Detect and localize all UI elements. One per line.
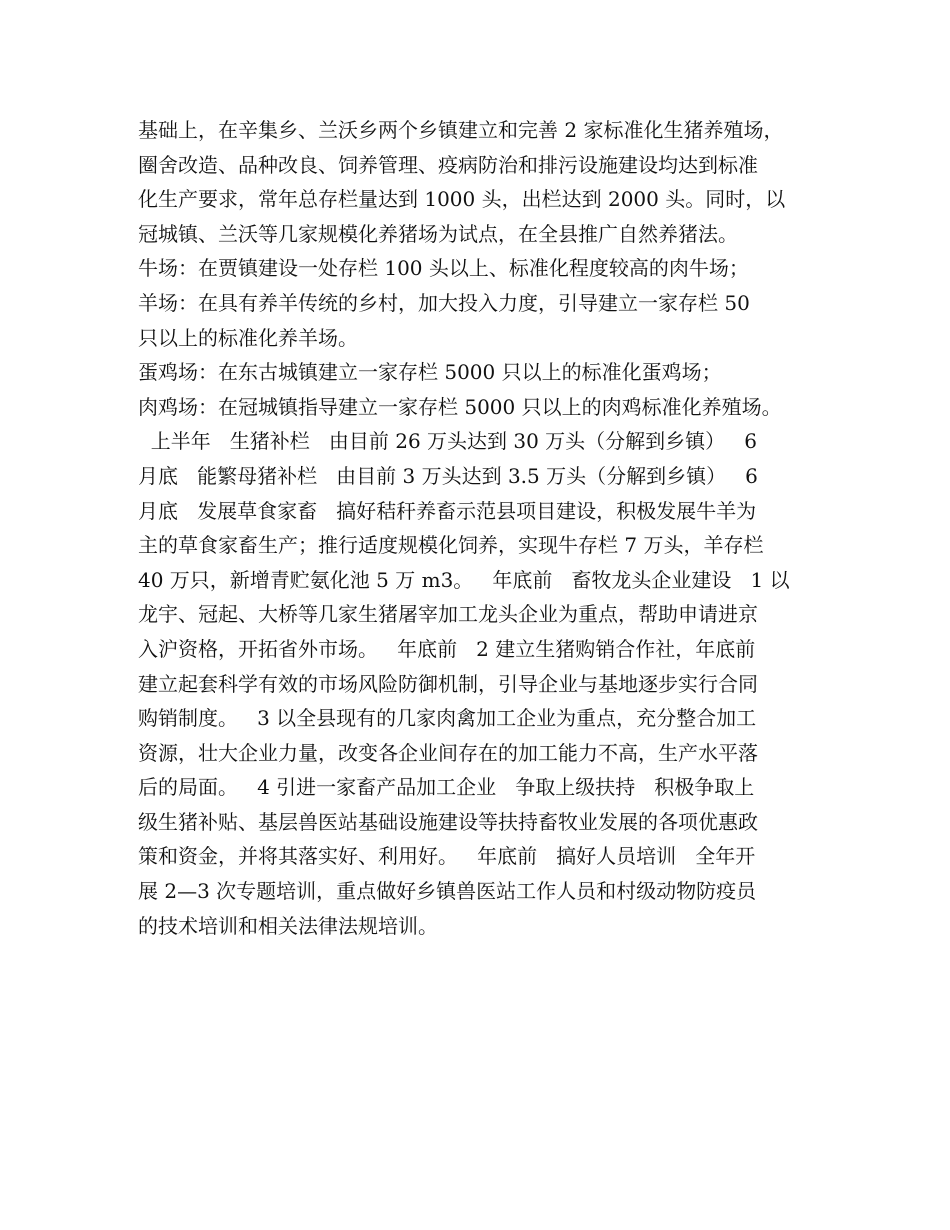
text-line: 月底 发展草食家畜 搞好秸秆养畜示范县项目建设，积极发展牛羊为 [138,498,757,523]
text-line: 主的草食家畜生产；推行适度规模化饲养，实现牛存栏 7 万头，羊存栏 [138,533,764,558]
text-line: 上半年 生猪补栏 由目前 26 万头达到 30 万头（分解到乡镇） 6 [138,429,757,454]
text-line: 牛场：在贾镇建设一处存栏 100 头以上、标准化程度较高的肉牛场； [138,256,749,281]
text-line: 蛋鸡场：在东古城镇建立一家存栏 5000 只以上的标准化蛋鸡场； [138,360,722,385]
text-line: 的技术培训和相关法律法规培训。 [138,913,438,938]
text-line: 级生猪补贴、基层兽医站基础设施建设等扶持畜牧业发展的各项优惠政 [138,809,758,834]
text-line: 基础上，在辛集乡、兰沃乡两个乡镇建立和完善 2 家标准化生猪养殖场， [138,118,784,142]
text-line: 入沪资格，开拓省外市场。 年底前 2 建立生猪购销合作社，年底前 [138,636,756,661]
text-line: 购销制度。 3 以全县现有的几家肉禽加工企业为重点，充分整合加工 [138,706,757,731]
text-line: 策和资金，并将其落实好、利用好。 年底前 搞好人员培训 全年开 [138,844,756,869]
text-line: 展 2—3 次专题培训，重点做好乡镇兽医站工作人员和村级动物防疫员 [138,879,757,904]
text-line: 建立起套科学有效的市场风险防御机制，引导企业与基地逐步实行合同 [138,671,758,696]
text-line: 肉鸡场：在冠城镇指导建立一家存栏 5000 只以上的肉鸡标准化养殖场。 [138,394,782,419]
text-line: 资源，壮大企业力量，改变各企业间存在的加工能力不高，生产水平落 [138,740,758,765]
text-line: 羊场：在具有养羊传统的乡村，加大投入力度，引导建立一家存栏 50 [138,290,750,315]
text-line: 月底 能繁母猪补栏 由目前 3 万头达到 3.5 万头（分解到乡镇） 6 [138,463,758,488]
text-line: 只以上的标准化养羊场。 [138,325,358,350]
text-line: 化生产要求，常年总存栏量达到 1000 头，出栏达到 2000 头。同时，以 [138,187,786,212]
text-line: 40 万只，新增青贮氨化池 5 万 m3。 年底前 畜牧龙头企业建设 1 以 [138,567,790,592]
text-line: 龙宇、冠起、大桥等几家生猪屠宰加工龙头企业为重点，帮助申请进京 [138,602,758,627]
text-line: 冠城镇、兰沃等几家规模化养猪场为试点，在全县推广自然养猪法。 [138,221,738,246]
text-line: 后的局面。 4 引进一家畜产品加工企业 争取上级扶持 积极争取上 [138,775,755,800]
body-text [138,113,828,943]
text-line: 圈舍改造、品种改良、饲养管理、疫病防治和排污设施建设均达到标准 [138,152,758,177]
